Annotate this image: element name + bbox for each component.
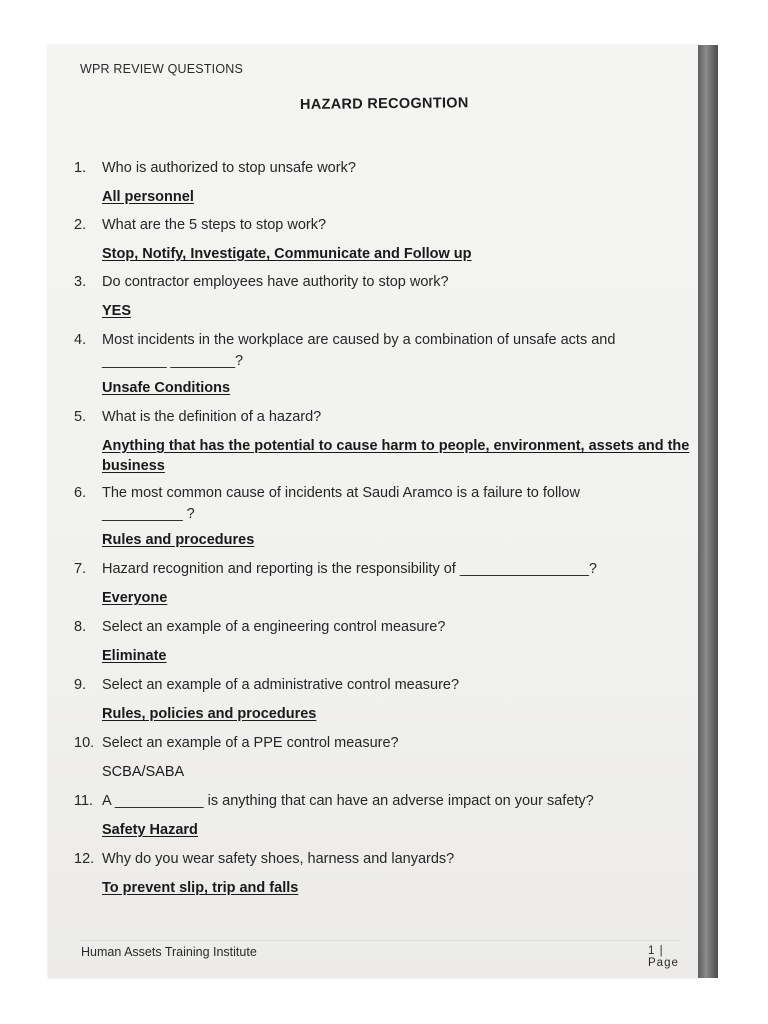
question-number: 8. [74, 619, 87, 635]
question-list [74, 159, 690, 897]
question-item-10 [74, 734, 686, 781]
question-item-6 [74, 484, 686, 549]
answer-text: To prevent slip, trip and falls [102, 880, 299, 896]
answer-text: Safety Hazard [102, 822, 198, 838]
question-item-5 [74, 408, 690, 476]
question-number: 2. [74, 217, 87, 233]
question-text: Why do you wear safety shoes, harness and lanyards? [102, 851, 455, 867]
question-number: 6. [74, 485, 87, 501]
question-number: 9. [74, 677, 87, 693]
question-text: What is the definition of a hazard? [102, 409, 322, 425]
answer-text: Rules, policies and procedures [102, 706, 317, 722]
answer-text: YES [102, 303, 132, 319]
question-number: 7. [74, 561, 87, 577]
question-item-7 [74, 560, 686, 607]
answer-text: Eliminate [102, 648, 167, 664]
question-item-8 [74, 618, 686, 665]
header-label: WPR REVIEW QUESTIONS [80, 62, 244, 76]
answer-text: Rules and procedures [102, 532, 255, 548]
question-number: 3. [74, 274, 87, 290]
question-number: 10. [74, 735, 95, 751]
question-text: Select an example of a engineering control measure? [102, 619, 446, 635]
question-text: Select an example of a administrative control measure? [102, 677, 460, 693]
question-item-4 [74, 331, 686, 397]
answer-text: SCBA/SABA [102, 764, 185, 780]
question-text: Do contractor employees have authority to stop work? [102, 274, 449, 290]
footer-institute: Human Assets Training Institute [81, 945, 257, 959]
question-text: Most incidents in the workplace are caused by a combination of unsafe acts and [102, 332, 616, 348]
document-title: HAZARD RECOGNTION [299, 95, 469, 113]
question-number: 11. [74, 793, 94, 809]
question-text: Who is authorized to stop unsafe work? [102, 160, 356, 176]
answer-text: Everyone [102, 590, 168, 606]
question-text: Select an example of a PPE control measure? [102, 735, 399, 751]
question-number: 5. [74, 409, 87, 425]
question-number: 12. [74, 851, 95, 867]
question-item-11 [74, 792, 686, 839]
footer-page-number: 1 | Page [648, 945, 679, 969]
question-blank-line: ________ ________? [102, 353, 244, 369]
question-item-12 [74, 850, 686, 897]
answer-text: All personnel [102, 189, 194, 205]
answer-text: Stop, Notify, Investigate, Communicate and Follow up [102, 246, 472, 262]
question-item-2 [74, 216, 686, 263]
page-edge-shadow [698, 45, 718, 978]
question-item-9 [74, 676, 686, 723]
question-text: A ___________ is anything that can have an adverse impact on your safety? [102, 793, 594, 809]
question-item-3 [74, 273, 686, 320]
question-number: 1. [74, 160, 87, 176]
footer-divider [80, 940, 680, 941]
question-text: What are the 5 steps to stop work? [102, 217, 327, 233]
question-text: Hazard recognition and reporting is the responsibility of ________________? [102, 561, 597, 577]
question-item-1 [74, 159, 686, 206]
answer-text: Unsafe Conditions [102, 380, 231, 396]
question-number: 4. [74, 332, 87, 348]
question-blank-line: __________ ? [102, 506, 195, 522]
question-text: The most common cause of incidents at Saudi Aramco is a failure to follow [102, 485, 580, 501]
answer-text: Anything that has the potential to cause harm to people, environment, assets and the business [102, 438, 690, 474]
document-page [48, 45, 698, 978]
